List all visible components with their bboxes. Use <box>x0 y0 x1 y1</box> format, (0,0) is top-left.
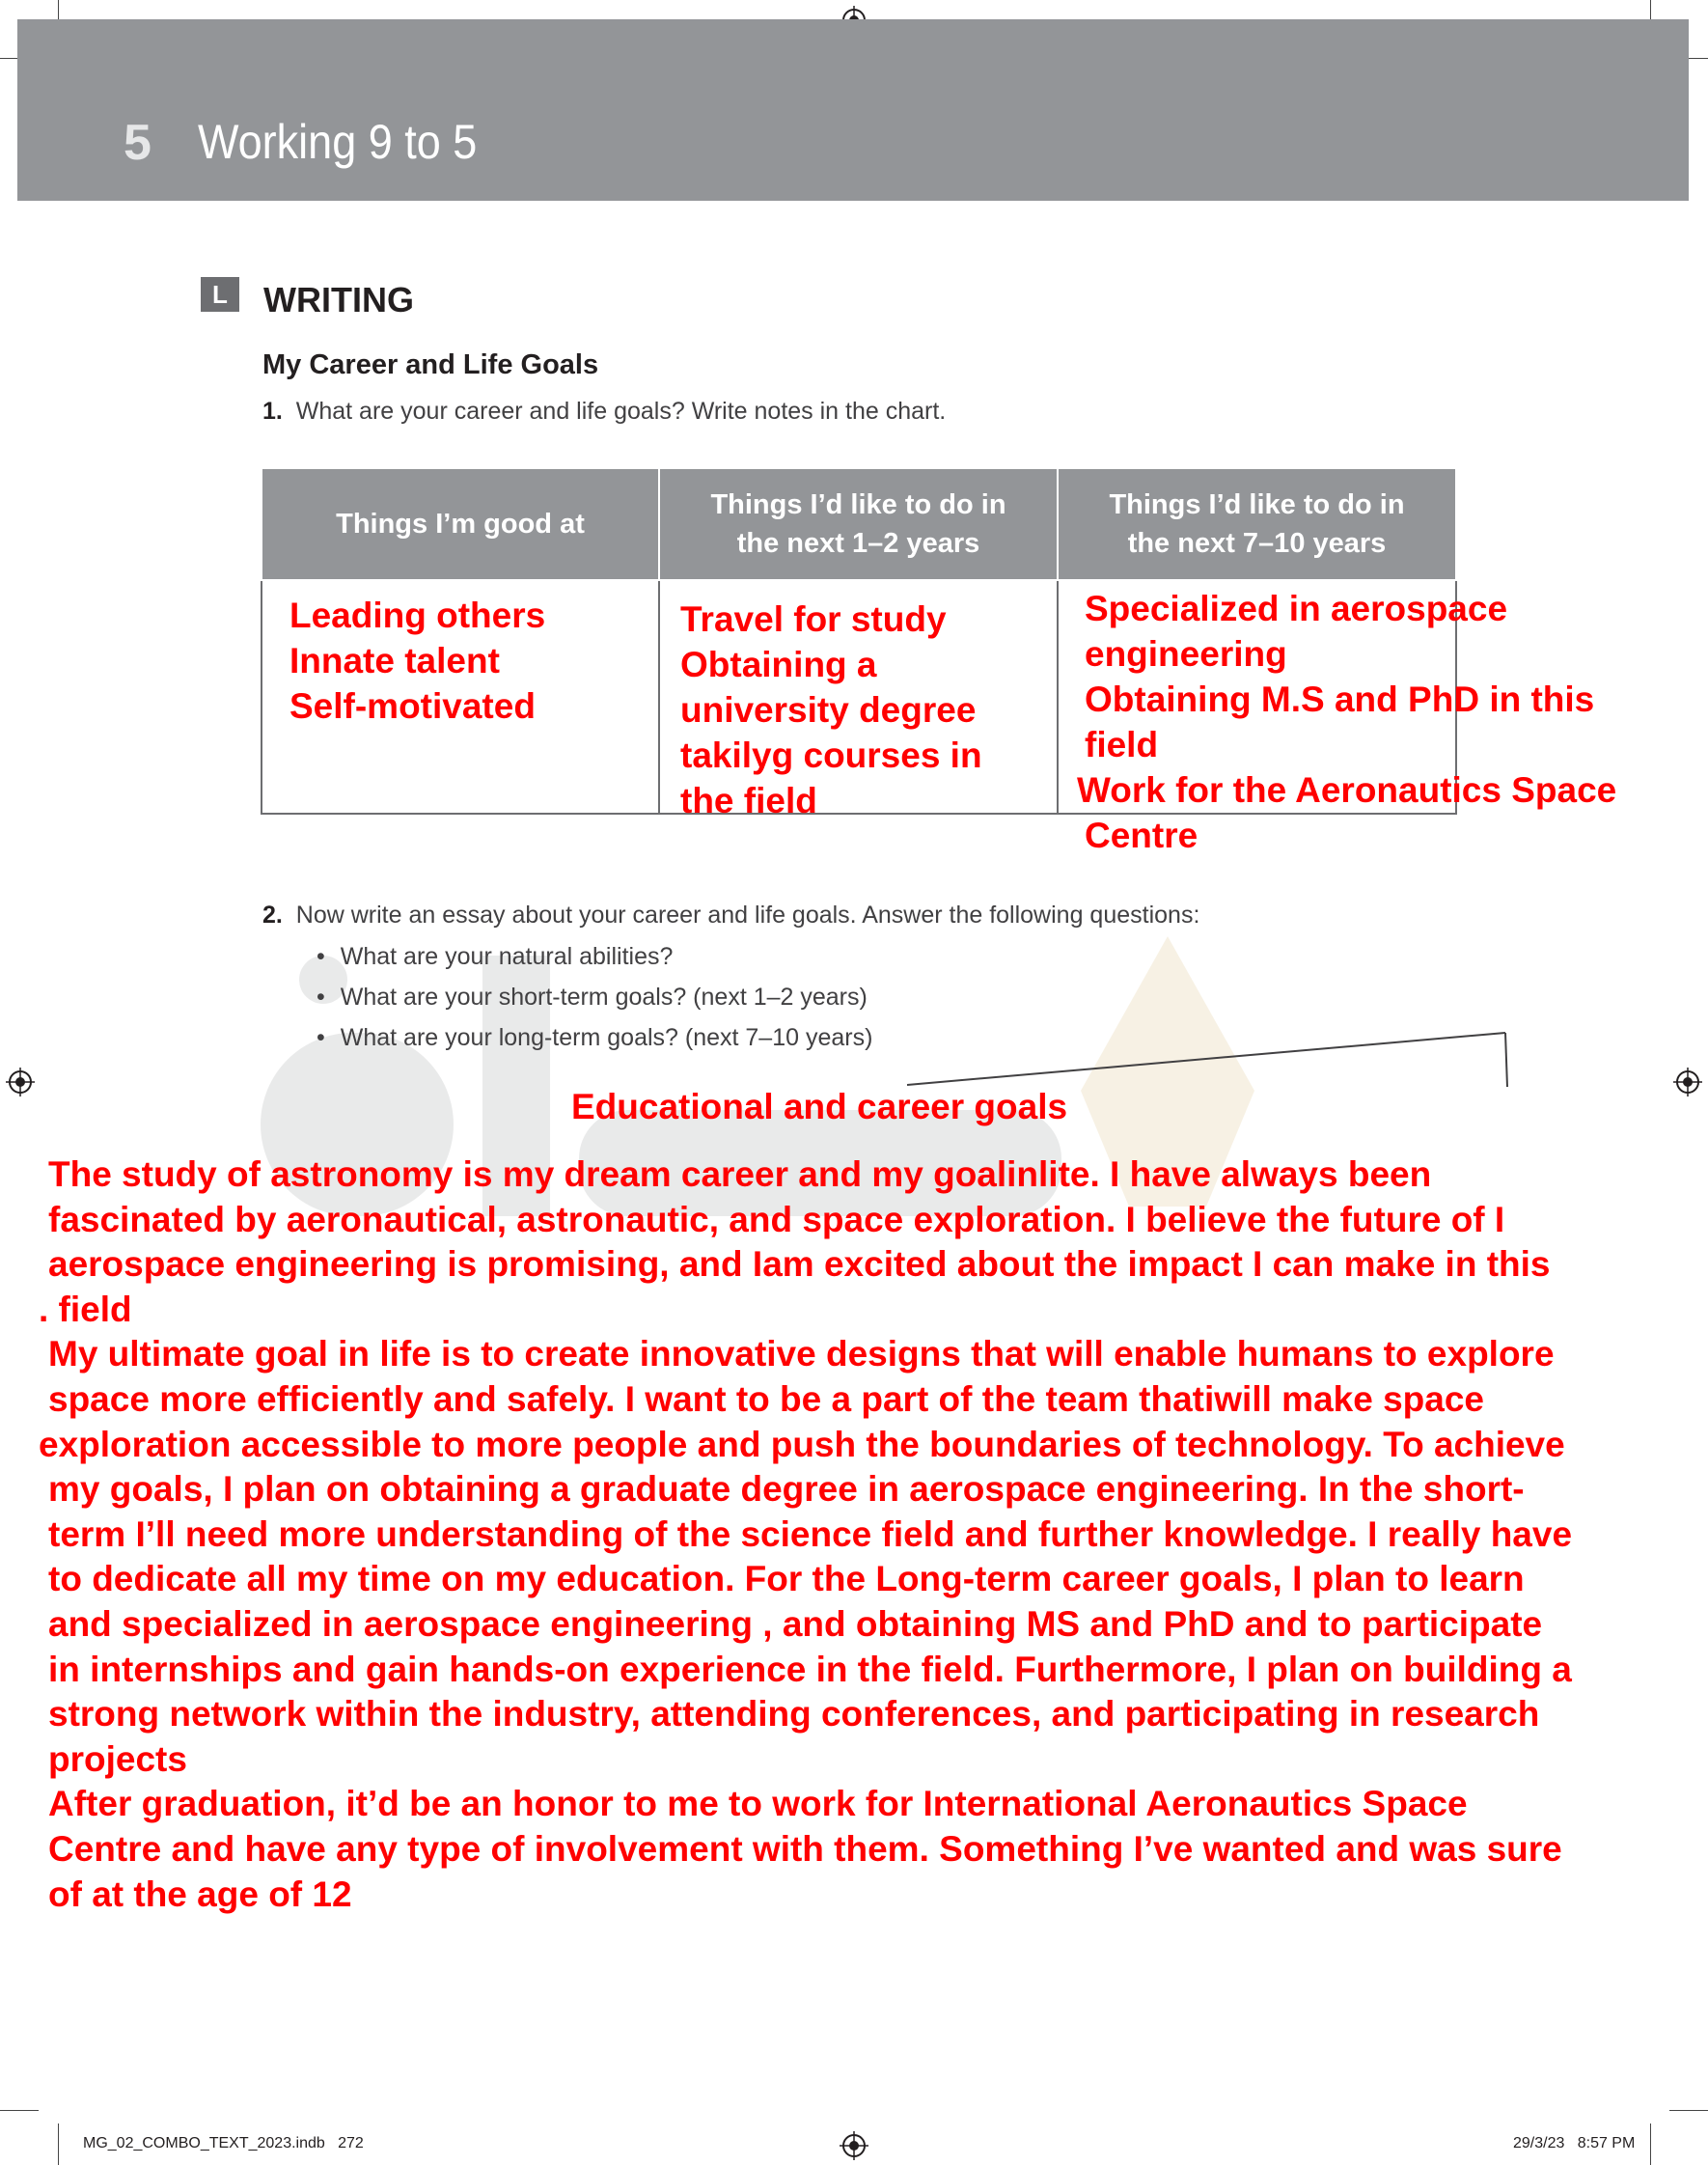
essay-line: of at the age of 12 <box>48 1874 352 1914</box>
section-badge: L <box>201 277 239 312</box>
essay-body <box>39 1152 1679 1917</box>
chapter-banner <box>17 19 1689 201</box>
notes-long-term <box>1077 586 1617 858</box>
note-line: field <box>1085 725 1159 764</box>
note-line: Obtaining M.S and PhD in this <box>1085 680 1595 719</box>
essay-line: My ultimate goal in life is to create innovative designs that will enable humans to explore <box>48 1334 1555 1374</box>
essay-line: strong network within the industry, attending conferences, and participating in research <box>48 1694 1540 1735</box>
note-line: Work for the Aeronautics Space <box>1077 770 1617 810</box>
note-line: university degree <box>680 690 977 730</box>
crop-mark <box>1669 2110 1708 2111</box>
essay-line: exploration accessible to more people and push the boundaries of technology. To achieve <box>39 1424 1565 1464</box>
note-line: Centre <box>1085 816 1198 855</box>
essay-line: Centre and have any type of involvement with them. Something I’ve wanted and was sure <box>48 1828 1562 1869</box>
registration-mark-icon <box>1673 1068 1702 1096</box>
question-2-text: Now write an essay about your career and life goals. Answer the following questions: <box>295 902 1200 929</box>
essay-line: in internships and gain hands-on experience in the field. Furthermore, I plan on building a <box>48 1649 1572 1689</box>
crop-mark <box>0 2110 39 2111</box>
essay-line: fascinated by aeronautical, astronautic, and space exploration. I believe the future of I <box>48 1199 1505 1239</box>
notes-short-term <box>680 597 982 823</box>
essay-line: term I’ll need more understanding of the science field and further knowledge. I really have <box>48 1513 1573 1554</box>
question-1 <box>262 398 946 426</box>
question-1-text: What are your career and life goals? Write notes in the chart. <box>295 398 947 425</box>
essay-line: projects <box>48 1738 187 1779</box>
registration-mark-icon <box>6 1068 35 1096</box>
table-header: Things I’d like to do in the next 1–2 years <box>659 468 1058 580</box>
note-line: Leading others <box>289 596 546 635</box>
table-header: Things I’m good at <box>262 468 659 580</box>
list-item: • What are your natural abilities? <box>309 936 872 977</box>
essay-line: After graduation, it’d be an honor to me to work for International Aeronautics Space <box>48 1784 1468 1824</box>
note-line: engineering <box>1085 634 1287 674</box>
registration-mark-icon <box>840 2131 868 2160</box>
essay-line: aerospace engineering is promising, and Iam excited about the impact I can make in this <box>48 1244 1551 1285</box>
note-line: Innate talent <box>289 641 500 680</box>
chapter-title: Working 9 to 5 <box>198 115 478 169</box>
note-line: Specialized in aerospace <box>1085 589 1508 628</box>
question-2 <box>262 902 1199 930</box>
crop-mark <box>58 2123 59 2165</box>
essay-line: space more efficiently and safely. I want to be a part of the team thatiwill make space <box>48 1378 1485 1419</box>
note-line: Obtaining a <box>680 645 877 684</box>
footer-date-slug: 29/3/23 8:57 PM <box>1513 2135 1636 2151</box>
essay-title: Educational and career goals <box>571 1087 1068 1126</box>
essay-line: my goals, I plan on obtaining a graduate degree in aerospace engineering. In the short- <box>48 1469 1525 1510</box>
essay-line: to dedicate all my time on my education. For the Long-term career goals, I plan to learn <box>48 1559 1525 1599</box>
table-header: Things I’d like to do in the next 7–10 years <box>1058 468 1456 580</box>
crop-mark <box>1650 2123 1651 2165</box>
chapter-number: 5 <box>124 115 152 171</box>
section-title: WRITING <box>263 280 414 319</box>
essay-line: . field <box>39 1289 132 1329</box>
essay-line: and specialized in aerospace engineering , and obtaining MS and PhD and to participate <box>48 1603 1543 1644</box>
list-item: • What are your short-term goals? (next 1–2 years) <box>309 977 872 1017</box>
question-bullets <box>309 936 872 1058</box>
question-1-number: 1. <box>262 398 283 425</box>
writing-line <box>907 1027 1510 1089</box>
question-2-number: 2. <box>262 902 283 929</box>
notes-good-at <box>289 593 545 729</box>
note-line: the field <box>680 781 817 820</box>
footer-file-slug: MG_02_COMBO_TEXT_2023.indb 272 <box>83 2135 364 2151</box>
list-item: • What are your long-term goals? (next 7–10 years) <box>309 1017 872 1058</box>
essay-line: The study of astronomy is my dream career and my goalinlite. I have always been <box>48 1154 1432 1194</box>
note-line: takilyg courses in <box>680 736 982 775</box>
note-line: Travel for study <box>680 599 947 639</box>
note-line: Self-motivated <box>289 686 536 726</box>
exercise-subtitle: My Career and Life Goals <box>262 349 599 380</box>
